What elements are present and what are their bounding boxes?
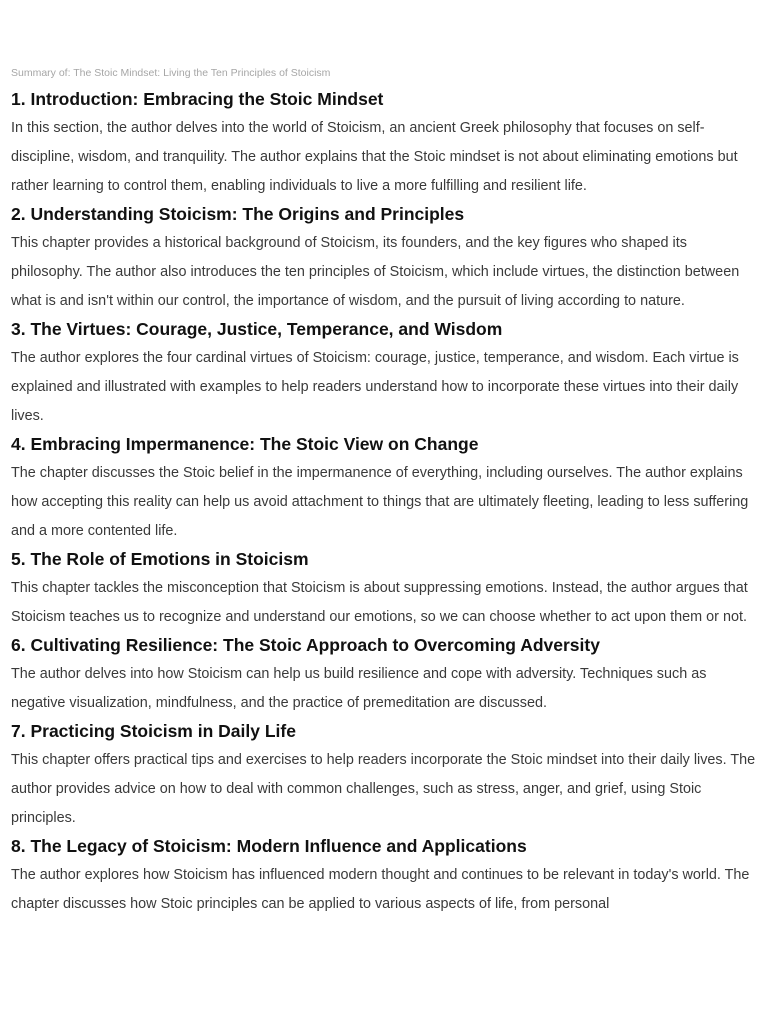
section-body: The author explores how Stoicism has influenced modern thought and continues to be relevant in today's world. The chapter discusses how Stoic principles can be applied to various aspects of life, from personal [11, 867, 750, 912]
section-body: In this section, the author delves into the world of Stoicism, an ancient Greek philosophy that focuses on self-discipline, wisdom, and tranquility. The author explains that the Stoic mindset is not about eliminating emotions but rather learning to control them, enabling individuals to live a more fulfilling and resilient life. [11, 120, 738, 194]
section-body: The author delves into how Stoicism can help us build resilience and cope with adversity. Techniques such as negative visualization, mindfulness, and the practice of premeditation are discussed. [11, 666, 707, 711]
section-heading: 1. Introduction: Embracing the Stoic Mindset [11, 89, 384, 109]
section-heading: 8. The Legacy of Stoicism: Modern Influence and Applications [11, 836, 527, 856]
section-understanding-stoicism [11, 203, 756, 316]
section-body: This chapter provides a historical background of Stoicism, its founders, and the key figures who shaped its philosophy. The author also introduces the ten principles of Stoicism, which include virtues, the distinction between what is and isn't within our control, the importance of wisdom, and the pursuit of living according to nature. [11, 235, 740, 309]
section-virtues [11, 318, 756, 431]
section-daily-life [11, 720, 756, 833]
section-body: The chapter discusses the Stoic belief in the impermanence of everything, including ourselves. The author explains how accepting this reality can help us avoid attachment to things that are ultimately fleeting, leading to less suffering and a more contented life. [11, 465, 749, 539]
section-introduction [11, 88, 756, 201]
section-legacy [11, 835, 756, 919]
section-emotions [11, 548, 756, 632]
section-heading: 6. Cultivating Resilience: The Stoic Approach to Overcoming Adversity [11, 635, 600, 655]
section-heading: 3. The Virtues: Courage, Justice, Temperance, and Wisdom [11, 319, 503, 339]
section-heading: 5. The Role of Emotions in Stoicism [11, 549, 309, 569]
section-resilience [11, 634, 756, 718]
section-heading: 4. Embracing Impermanence: The Stoic View on Change [11, 434, 479, 454]
section-heading: 7. Practicing Stoicism in Daily Life [11, 721, 296, 741]
section-impermanence [11, 433, 756, 546]
section-body: This chapter tackles the misconception that Stoicism is about suppressing emotions. Instead, the author argues that Stoicism teaches us to recognize and understand our emotions, so we can choose whether to act upon them or not. [11, 580, 748, 625]
section-body: This chapter offers practical tips and exercises to help readers incorporate the Stoic mindset into their daily lives. The author provides advice on how to deal with common challenges, such as stress, anger, and grief, using Stoic principles. [11, 752, 756, 826]
document-header: Summary of: The Stoic Mindset: Living the Ten Principles of Stoicism [11, 67, 331, 79]
section-heading: 2. Understanding Stoicism: The Origins and Principles [11, 204, 465, 224]
section-body: The author explores the four cardinal virtues of Stoicism: courage, justice, temperance, and wisdom. Each virtue is explained and illustrated with examples to help readers understand how to incorporate these virtues into their daily lives. [11, 350, 739, 424]
